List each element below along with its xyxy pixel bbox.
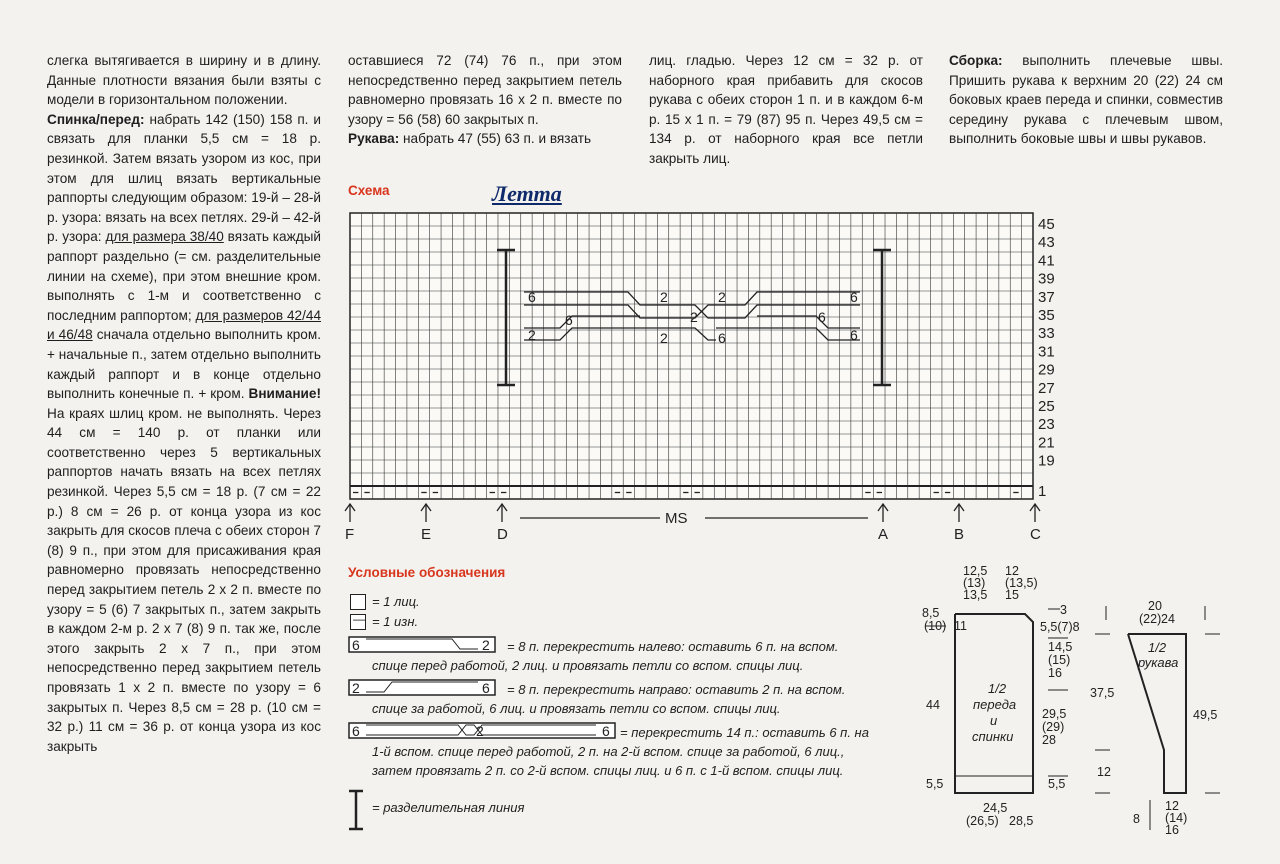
dim-label: 12: [1165, 799, 1179, 813]
cable-number: 6: [850, 289, 858, 305]
dim-label: 12,5: [963, 564, 988, 578]
pattern-grid: [350, 213, 1033, 499]
dim-label: (15): [1048, 653, 1071, 667]
dim-label: 11: [954, 619, 967, 633]
pointer-letter: C: [1030, 526, 1041, 543]
dim-label: (13): [963, 576, 986, 590]
dim-label: 12: [1005, 564, 1019, 578]
legend-purl-box: [350, 614, 366, 630]
back-front-heading: Спинка/перед:: [47, 111, 145, 127]
dim-label: 20: [1148, 599, 1162, 613]
dim-label: 12: [1097, 765, 1111, 779]
row-label: 25: [1038, 398, 1055, 415]
dim-label: 37,5: [1090, 686, 1115, 700]
diagram-label: 1/2: [988, 681, 1007, 696]
row-label: 43: [1038, 234, 1055, 252]
dim-label: 28: [1042, 733, 1056, 747]
legend-num: 6: [482, 680, 490, 696]
dim-label: 5,5: [1048, 777, 1066, 791]
legend-num: 2: [482, 637, 490, 653]
dim-label: (10): [924, 619, 947, 633]
dim-label: 13,5: [963, 588, 988, 602]
legend-description: = перекрестить 14 п.: оставить 6 п. на 1-й вспом. спице перед работой, 2 п. на 2-й вспом. спице за работой, 6 лиц., затем провязать 2 п. со 2-й вспом. спицы лиц. и 6 п. с 1-й вспом. спицы лиц.: [372, 725, 869, 778]
dim-label: 29,5: [1042, 707, 1067, 721]
dim-label: 14,5: [1048, 640, 1073, 654]
cable-number: 6: [850, 327, 858, 343]
legend-purl-dash: —: [353, 612, 365, 626]
sleeves-paragraph: Рукава: набрать 47 (55) 63 п. и вязать: [348, 131, 592, 147]
cable-number: 2: [528, 327, 536, 343]
row-label: 37: [1038, 288, 1055, 306]
cable-number: 2: [660, 289, 668, 305]
row-label: 29: [1038, 361, 1055, 379]
row-label: 41: [1038, 252, 1055, 270]
dim-label: 15: [1005, 588, 1019, 602]
dim-label: 3: [1060, 603, 1067, 617]
ms-label: MS: [665, 510, 688, 527]
dim-label: 24,5: [983, 801, 1008, 815]
dim-label: 28,5: [1009, 814, 1034, 828]
cable-number: 6: [565, 312, 573, 328]
dim-label: 8: [1133, 812, 1140, 826]
dim-label: 16: [1165, 823, 1179, 837]
row-label: 35: [1038, 307, 1055, 324]
legend-divider-symbol: [346, 788, 366, 832]
col3-paragraph: лиц. гладью. Через 12 см = 32 р. от наборного края прибавить для скосов рукава с обеих сторон 1 п. и в каждом 6-м р. 15 х 1 п. = 79 (87) 95 п. Через 49,5 см = 134 р. от наборного края все петли закрыть лиц.: [649, 53, 923, 166]
pointer-letter: F: [345, 526, 355, 543]
dim-label: 16: [1048, 666, 1062, 680]
diagram-label: переда: [973, 697, 1017, 712]
row-label: 33: [1038, 325, 1055, 343]
cable-number: 6: [818, 309, 826, 325]
row-label: 21: [1038, 434, 1055, 452]
legend-title: Условные обозначения: [348, 565, 506, 580]
cable-number: 6: [718, 330, 726, 346]
dim-label: 49,5: [1193, 708, 1218, 722]
cable-number: 2: [690, 309, 698, 325]
scheme-title: Схема: [348, 183, 390, 198]
dim-label: (29): [1042, 720, 1065, 734]
legend-description: = 8 п. перекрестить налево: оставить 6 п. на вспом. спице перед работой, 2 лиц. и провязать петли со вспом. спицы лиц.: [372, 639, 839, 673]
row-label: 19: [1038, 452, 1055, 470]
diagram-label: спинки: [972, 729, 1014, 744]
legend-num: 6: [352, 723, 360, 739]
pointer-letter: D: [497, 526, 508, 543]
legend-divider: = разделительная линия: [372, 800, 525, 815]
row-label: 31: [1038, 343, 1055, 361]
pointer-letter: E: [421, 526, 432, 543]
legend-knit-box: [350, 594, 366, 610]
row-label: 27: [1038, 379, 1055, 397]
diagram-label: 1/2: [1148, 640, 1167, 655]
intro-paragraph: слегка вытягивается в ширину и в длину. Данные плотности вязания были взяты с модели в горизонтальном положении.: [47, 53, 321, 108]
dim-label: (22): [1139, 612, 1162, 626]
row-label: 1: [1038, 483, 1047, 500]
cable-number: 2: [718, 289, 726, 305]
cable-number: 6: [528, 289, 536, 305]
row-label: 39: [1038, 270, 1055, 288]
dim-label: 44: [926, 698, 940, 712]
legend-description: = 8 п. перекрестить направо: оставить 2 п. на вспом. спице за работой, 6 лиц. и провязать петли со вспом. спицы лиц.: [372, 682, 846, 716]
dim-label: 5,5(7)8: [1040, 620, 1080, 634]
diagram-label: и: [990, 713, 998, 728]
legend-num: 6: [352, 637, 360, 653]
legend-num: 2: [352, 680, 360, 696]
back-front-paragraph: Спинка/перед: набрать 142 (150) 158 п. и связать для планки 5,5 см = 18 р. резинкой. Затем вязать узором из кос, при этом для шлиц вязать вертикальные раппорты следующим образом: 19-й – 28-й р. узора: вязать на всех петлях. 29-й – 42-й р. узора: для размера 38/40 вязать каждый раппорт раздельно (= см. разделительные линии на схеме), при этом внешние кром. выполнять с 1-м и соответственно с последним раппортом; для размеров 42/44 и 46/48 сначала отдельно выполнить кром. + начальные п., затем отдельно выполнить каждый раппорт и в конце отдельно выполнить конечные п. + кром. Внимание! На краях шлиц кром. не выполнять. Через 44 см = 140 р. от планки или соответственно через 5 вертикальных раппортов начать вязать на всех петлях резинкой. Через 5,5 см = 18 р. (7 см = 22 р.) 8 см = 26 р. от конца узора из кос закрыть для скосов плеча с обеих сторон 7 (8) 9 п., при этом для присаживания края равномерно провязать непосредственно перед закрытием петель 2 х 2 п. вместе по узору = 5 (6) 7 закрытых п., затем закрыть в каждом 2-м р. 2 х 7 (8) 9 п. так же, после этого закрыть 2 х 7 п., при этом непосредственно перед закрытием петель провязать 1 х 2 п. вместе по узору = 6 закрытых п. Через 8,5 см = 28 р. (10 см = 32 р.) 11 см = 36 р. от конца узора из кос закрыть: [47, 111, 322, 754]
legend-knit: = 1 лиц.: [372, 594, 420, 609]
row-label: 45: [1038, 216, 1055, 233]
pointer-letter: A: [878, 526, 889, 543]
col2-paragraph-1: оставшиеся 72 (74) 76 п., при этом непосредственно перед закрытием петель равномерно провязать 16 х 2 п. вместе по узору = 56 (58) 60 закрытых п.: [348, 53, 622, 127]
dim-label: (13,5): [1005, 576, 1038, 590]
dim-label: (14): [1165, 811, 1188, 825]
watermark: Летта: [492, 181, 562, 206]
dim-label: 24: [1161, 612, 1175, 626]
dim-label: 5,5: [926, 777, 944, 791]
sleeves-heading: Рукава:: [348, 131, 400, 147]
legend-num: 2: [476, 723, 484, 739]
legend-num: 6: [602, 723, 610, 739]
pointer-letter: B: [954, 526, 965, 543]
diagram-label: рукава: [1138, 655, 1179, 670]
assembly-heading: Сборка:: [949, 53, 1003, 68]
row-label: 23: [1038, 416, 1055, 434]
dim-label: 8,5: [922, 606, 940, 620]
dim-label: (26,5): [966, 814, 999, 828]
legend-purl: = 1 изн.: [372, 614, 419, 629]
cable-number: 2: [660, 330, 668, 346]
assembly-paragraph: Сборка: выполнить плечевые швы. Пришить рукава к верхним 20 (22) 24 см боковых краев переда и спинки, совместив середину рукава с плечевым швом, выполнить боковые швы и швы рукавов.: [949, 53, 1223, 147]
